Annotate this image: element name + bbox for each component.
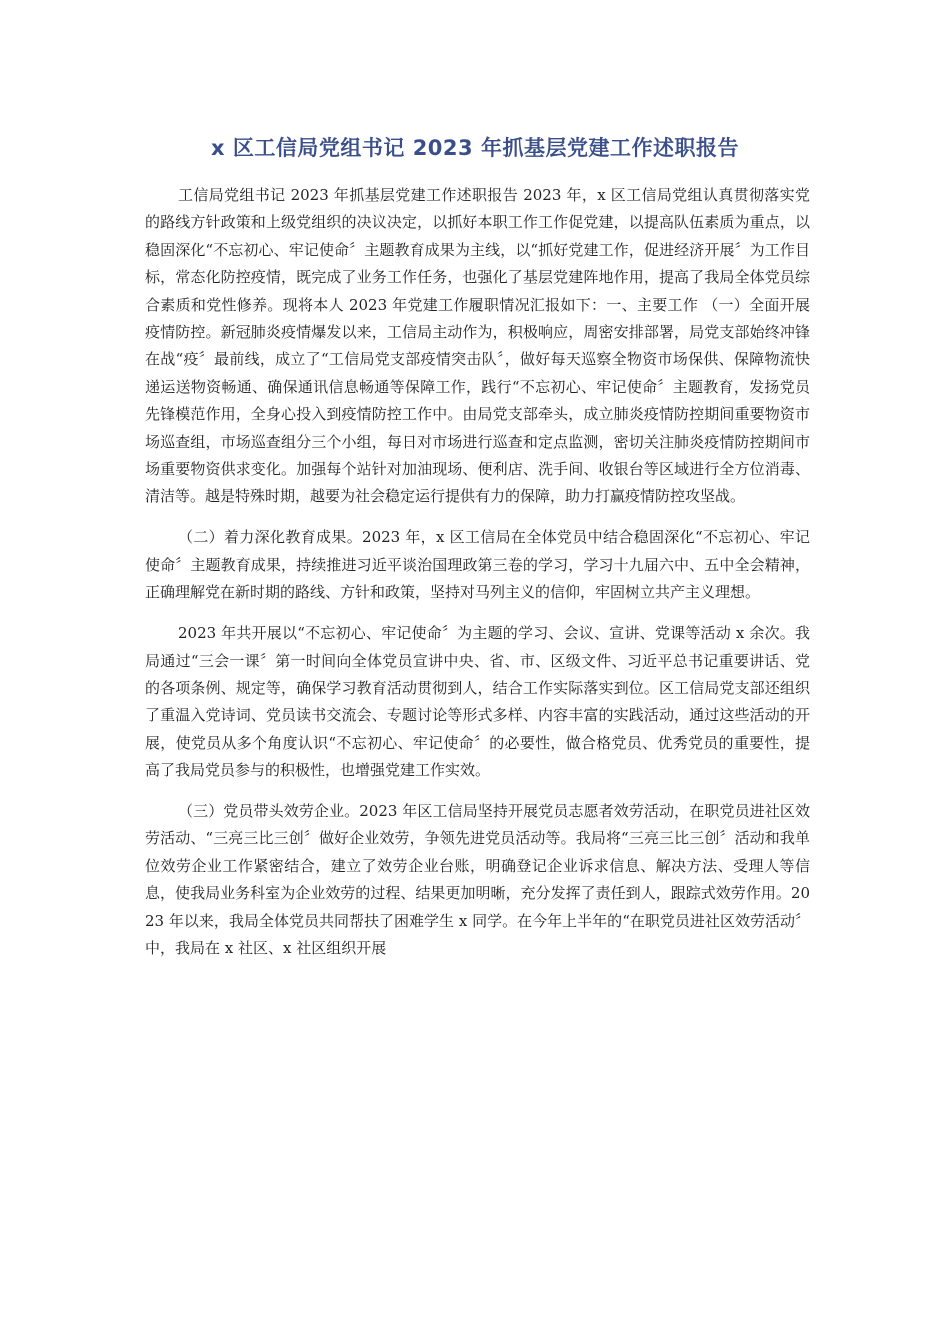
paragraph-3: 2023 年共开展以“不忘初心、牢记使命〞为主题的学习、会议、宣讲、党课等活动 x 余次。我局通过“三会一课〞第一时间向全体党员宣讲中央、省、市、区级文件、习近平总书记重要讲话、党的各项条例、规定等，确保学习教育活动贯彻到人，结合工作实际落实到位。区工信局党支部还组织了重温入党诗词、党员读书交流会、专题讨论等形式多样、内容丰富的实践活动，通过这些活动的开展，使党员从多个角度认识“不忘初心、牢记使命〞的必要性，做合格党员、优秀党员的重要性，提高了我局党员参与的积极性，也增强党建工作实效。 xyxy=(145,624,810,780)
document-title: x 区工信局党组书记 2023 年抓基层党建工作述职报告 xyxy=(211,136,739,160)
paragraph-2: （二）着力深化教育成果。2023 年，x 区工信局在全体党员中结合稳固深化“不忘初心、牢记使命〞主题教育成果，持续推进习近平谈治国理政第三卷的学习，学习十九届六中、五中全会精神，正确理解党在新时期的路线、方针和政策，坚持对马列主义的信仰，牢固树立共产主义理想。 xyxy=(145,528,810,602)
paragraph-1: 工信局党组书记 2023 年抓基层党建工作述职报告 2023 年，x 区工信局党组认真贯彻落实党的路线方针政策和上级党组织的决议决定，以抓好本职工作工作促党建，以提高队伍素质为重点，以稳固深化“不忘初心、牢记使命〞主题教育成果为主线，以“抓好党建工作，促进经济开展〞为工作目标，常态化防控疫情，既完成了业务工作任务，也强化了基层党建阵地作用，提高了我局全体党员综合素质和党性修养。现将本人 2023 年党建工作履职情况汇报如下：一、主要工作 （一）全面开展疫情防控。新冠肺炎疫情爆发以来，工信局主动作为，积极响应，周密安排部署，局党支部始终冲锋在战“疫〞最前线，成立了“工信局党支部疫情突击队〞，做好每天巡察全物资市场保供、保障物流快递运送物资畅通、确保通讯信息畅通等保障工作，践行“不忘初心、牢记使命〞主题教育，发扬党员先锋模范作用，全身心投入到疫情防控工作中。由局党支部牵头，成立肺炎疫情防控期间重要物资市场巡查组，市场巡查组分三个小组，每日对市场进行巡查和定点监测，密切关注肺炎疫情防控期间市场重要物资供求变化。加强每个站针对加油现场、便利店、洗手间、收银台等区域进行全方位消毒、清洁等。越是特殊时期，越要为社会稳定运行提供有力的保障，助力打赢疫情防控攻坚战。 xyxy=(145,186,810,506)
document-body xyxy=(145,182,810,976)
paragraph-4: （三）党员带头效劳企业。2023 年区工信局坚持开展党员志愿者效劳活动，在职党员进社区效劳活动、“三亮三比三创〞做好企业效劳，争领先进党员活动等。我局将“三亮三比三创〞活动和我单位效劳企业工作紧密结合，建立了效劳企业台账，明确登记企业诉求信息、解决方法、受理人等信息，使我局业务科室为企业效劳的过程、结果更加明晰，充分发挥了责任到人，跟踪式效劳作用。2023 年以来，我局全体党员共同帮扶了困难学生 x 同学。在今年上半年的“在职党员进社区效劳活动〞中，我局在 x 社区、x 社区组织开展 xyxy=(145,802,810,958)
